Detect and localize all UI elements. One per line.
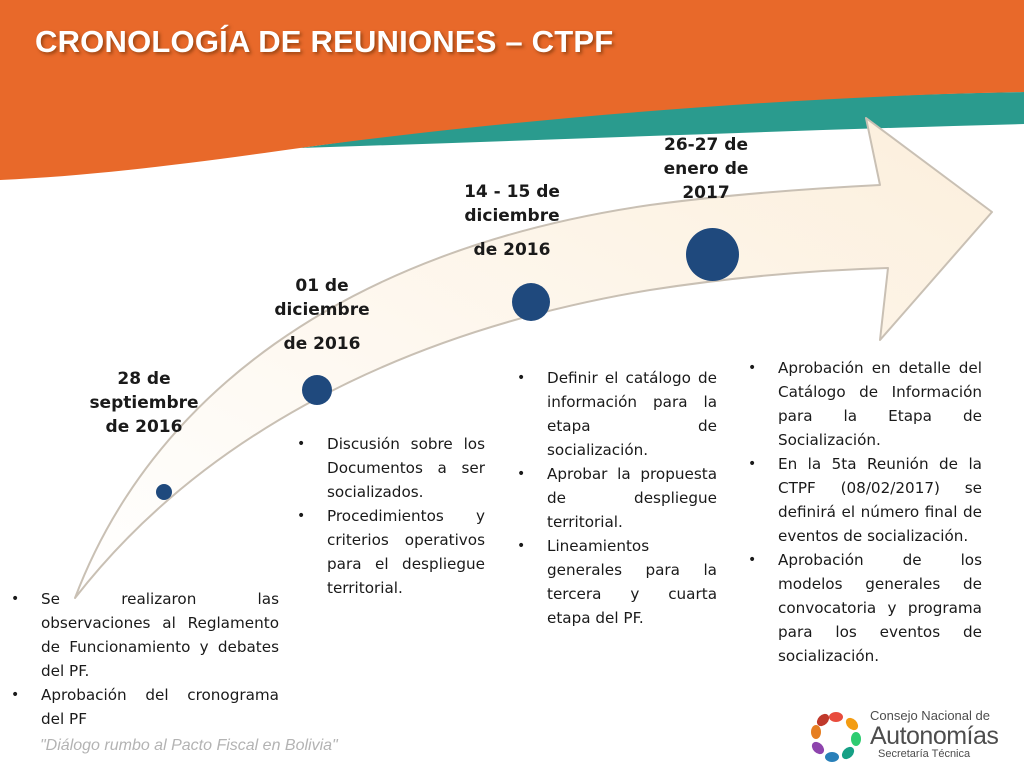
milestone-4-item-2: • En la 5ta Reunión de la CTPF (08/02/2017) se definirá el número final de eventos de socialización.	[745, 452, 982, 548]
milestone-3-date-line-1: 14 - 15 de	[464, 182, 560, 202]
page-title: CRONOLOGÍA DE REUNIONES – CTPF	[35, 24, 614, 59]
milestone-3-list	[514, 366, 717, 630]
milestone-3-date-line-3: de 2016	[473, 240, 551, 260]
milestone-4-item-3: • Aprobación de los modelos generales de convocatoria y programa para los eventos de socialización.	[745, 548, 982, 668]
milestone-2-date-line-1: 01 de	[295, 276, 349, 296]
logo-line-3: Secretaría Técnica	[878, 748, 971, 760]
milestone-4-item-1: • Aprobación en detalle del Catálogo de Información para la Etapa de Socialización.	[745, 356, 982, 452]
logo-line-2: Autonomías	[870, 722, 999, 750]
colorful-hands-circle-icon	[808, 708, 864, 764]
milestone-4-date-line-2: enero de	[663, 159, 749, 179]
milestone-1-date-line-2: septiembre	[89, 393, 199, 413]
milestone-1-date-line-3: de 2016	[105, 417, 183, 437]
milestone-2-list	[294, 432, 485, 600]
milestone-2-item-2: • Procedimientos y criterios operativos para el despliegue territorial.	[294, 504, 485, 600]
logo-line-1: Consejo Nacional de	[870, 708, 990, 723]
milestone-1-date	[80, 367, 208, 439]
milestone-3-date-line-2: diciembre	[464, 206, 560, 226]
milestone-3-item-1: • Definir el catálogo de información para la etapa de socialización.	[514, 366, 717, 462]
milestone-1-date-line-1: 28 de	[117, 369, 171, 389]
milestone-2-item-1: • Discusión sobre los Documentos a ser socializados.	[294, 432, 485, 504]
milestone-2-date	[262, 274, 382, 356]
milestone-4-list	[745, 356, 982, 668]
milestone-1-item-2: • Aprobación del cronograma del PF	[8, 683, 279, 731]
milestone-3-item-2: • Aprobar la propuesta de despliegue territorial.	[514, 462, 717, 534]
logo-text	[870, 708, 998, 761]
milestone-1-list	[8, 587, 279, 731]
milestone-4-date-line-1: 26-27 de	[664, 135, 748, 155]
milestone-4-dot	[686, 228, 739, 281]
milestone-1-item-1: • Se realizaron las observaciones al Reglamento de Funcionamiento y debates del PF.	[8, 587, 279, 683]
milestone-3-date	[452, 180, 572, 262]
milestone-2-date-line-3: de 2016	[283, 334, 361, 354]
milestone-3-item-3: • Lineamientos generales para la tercera y cuarta etapa del PF.	[514, 534, 717, 630]
milestone-4-date	[648, 133, 764, 205]
logo	[808, 708, 1008, 764]
milestone-2-date-line-2: diciembre	[274, 300, 370, 320]
milestone-1-dot	[156, 484, 172, 500]
footer-quote: "Diálogo rumbo al Pacto Fiscal en Bolivia"	[40, 737, 338, 754]
milestone-4-date-line-3: 2017	[682, 183, 730, 203]
milestone-3-dot	[512, 283, 550, 321]
milestone-2-dot	[302, 375, 332, 405]
